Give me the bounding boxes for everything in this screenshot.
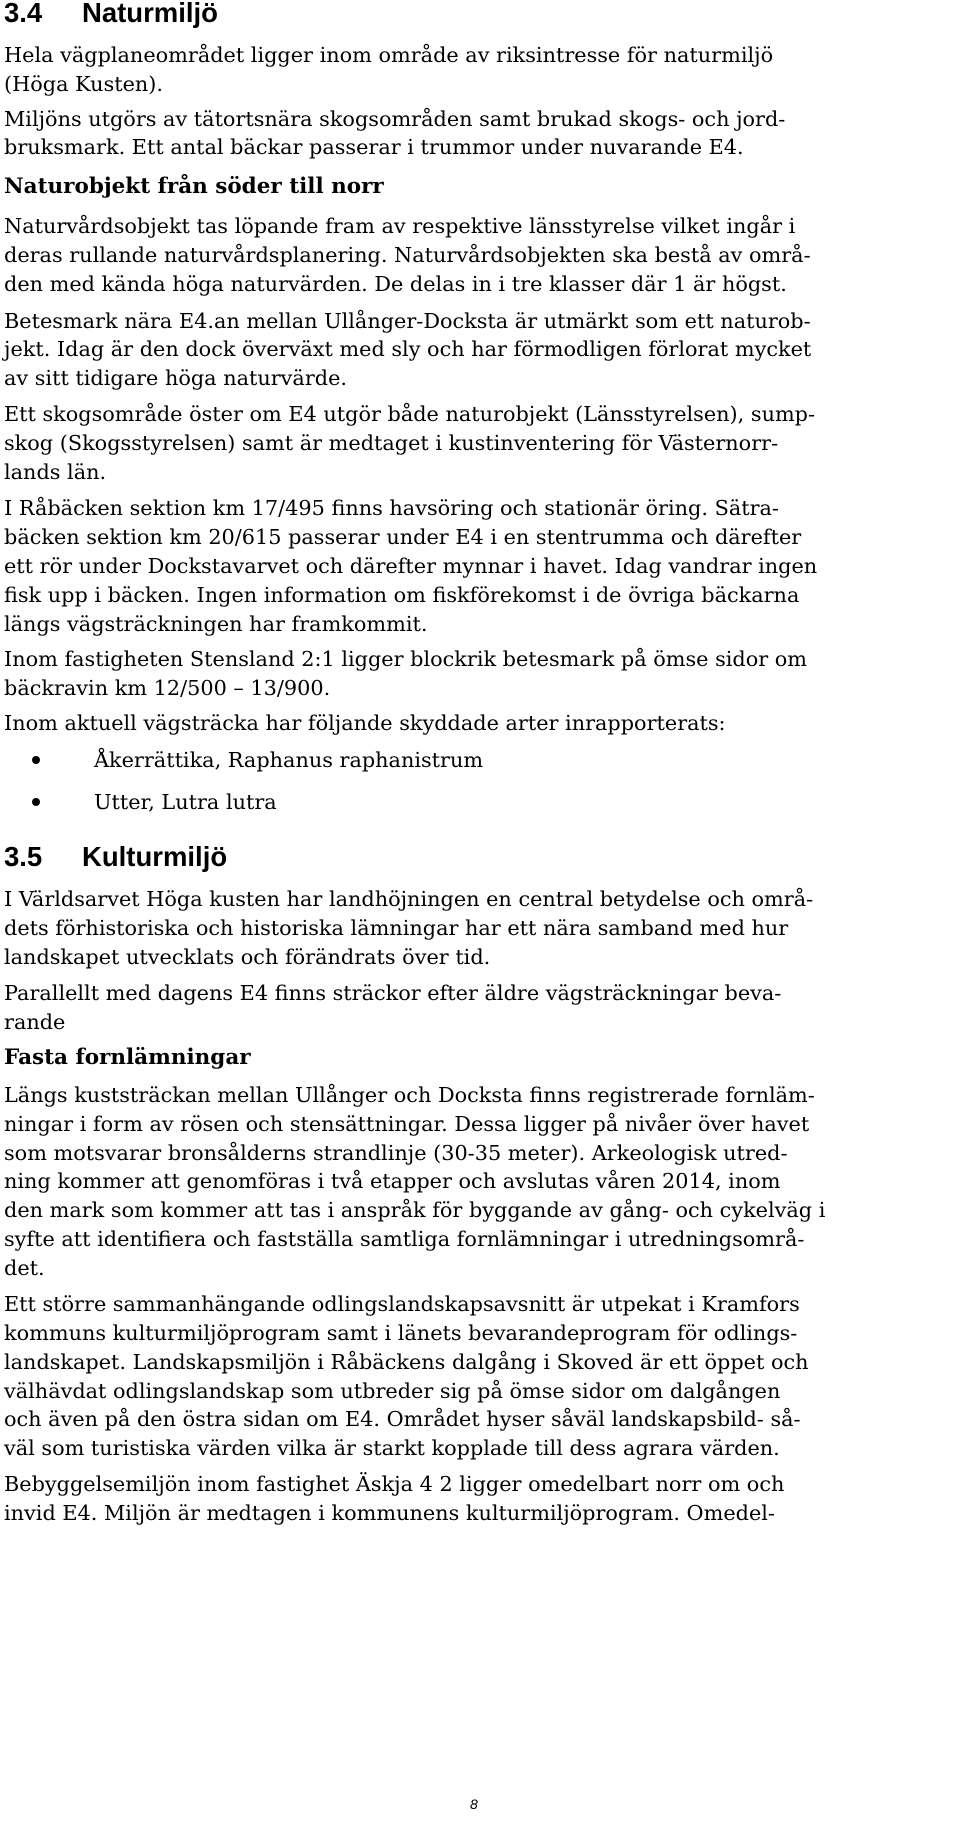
section-number: 3.5 [4,841,43,872]
bullet-icon [32,756,40,764]
paragraph-line: kommuns kulturmiljöprogram samt i länets bevarandeprogram för odlings- [4,1321,798,1345]
paragraph-line: jekt. Idag är den dock överväxt med sly och har förmodligen förlorat mycket [4,337,812,361]
paragraph-line: ningar i form av rösen och stensättningar. Dessa ligger på nivåer över havet [4,1112,810,1136]
paragraph-line: Hela vägplaneområdet ligger inom område av riksintresse för naturmiljö [4,43,774,67]
bullet-icon [32,798,40,806]
species-list-item: Utter, Lutra lutra [94,790,277,814]
paragraph-line: bäckravin km 12/500 – 13/900. [4,676,331,700]
paragraph-line: det. [4,1256,45,1280]
paragraph-line: och även på den östra sidan om E4. Området hyser såväl landskapsbild- så- [4,1407,801,1431]
paragraph-line: Ett skogsområde öster om E4 utgör både naturobjekt (Länsstyrelsen), sump- [4,402,816,426]
paragraph-line: Inom aktuell vägsträcka har följande skyddade arter inrapporterats: [4,711,726,735]
paragraph-line: av sitt tidigare höga naturvärde. [4,366,347,390]
section-title: Naturmiljö [82,0,218,28]
section-title: Kulturmiljö [82,841,228,872]
paragraph-line: fisk upp i bäcken. Ingen information om fiskförekomst i de övriga bäckarna [4,583,800,607]
paragraph-line: som motsvarar bronsålderns strandlinje (30-35 meter). Arkeologisk utred- [4,1141,788,1165]
paragraph-line: lands län. [4,460,107,484]
subheading-fasta-fornlamningar: Fasta fornlämningar [4,1045,251,1070]
section-number: 3.4 [4,0,43,28]
paragraph-line: syfte att identifiera och fastställa samtliga fornlämningar i utredningsområ- [4,1227,805,1251]
paragraph-line: invid E4. Miljön är medtagen i kommunens kulturmiljöprogram. Omedel- [4,1501,775,1525]
paragraph-line: Ett större sammanhängande odlingslandskapsavsnitt är utpekat i Kramfors [4,1292,800,1316]
paragraph-line: Parallellt med dagens E4 finns sträckor efter äldre vägsträckningar beva- [4,981,782,1005]
paragraph-line: Bebyggelsemiljön inom fastighet Äskja 4 2 ligger omedelbart norr om och [4,1472,785,1496]
paragraph-line: I Råbäcken sektion km 17/495 finns havsöring och stationär öring. Sätra- [4,496,779,520]
paragraph-line: bruksmark. Ett antal bäckar passerar i trummor under nuvarande E4. [4,135,744,159]
section-heading-3-4 [4,0,218,28]
species-list-item: Åkerrättika, Raphanus raphanistrum [94,748,484,772]
paragraph-line: deras rullande naturvårdsplanering. Naturvårdsobjekten ska bestå av områ- [4,243,811,267]
section-heading-3-5 [4,842,227,872]
paragraph-line: välhävdat odlingslandskap som utbreder sig på ömse sidor om dalgången [4,1379,781,1403]
paragraph-line: bäcken sektion km 20/615 passerar under E4 i en stentrumma och därefter [4,525,802,549]
paragraph-line: landskapet utvecklats och förändrats över tid. [4,945,491,969]
paragraph-line: Naturvårdsobjekt tas löpande fram av respektive länsstyrelse vilket ingår i [4,214,796,238]
paragraph-line: den med kända höga naturvärden. De delas in i tre klasser där 1 är högst. [4,272,787,296]
paragraph-line: den mark som kommer att tas i anspråk för byggande av gång- och cykelväg i [4,1198,826,1222]
paragraph-line: skog (Skogsstyrelsen) samt är medtaget i kustinventering för Västernorr- [4,431,779,455]
page-number: 8 [470,1796,478,1812]
paragraph-line: Miljöns utgörs av tätortsnära skogsområden samt brukad skogs- och jord- [4,107,786,131]
subheading-naturobjekt: Naturobjekt från söder till norr [4,174,384,199]
paragraph-line: väl som turistiska värden vilka är starkt kopplade till dess agrara värden. [4,1436,780,1460]
paragraph-line: (Höga Kusten). [4,72,164,96]
paragraph-line: landskapet. Landskapsmiljön i Råbäckens dalgång i Skoved är ett öppet och [4,1350,809,1374]
paragraph-line: Inom fastigheten Stensland 2:1 ligger blockrik betesmark på ömse sidor om [4,647,808,671]
paragraph-line: I Världsarvet Höga kusten har landhöjningen en central betydelse och områ- [4,887,814,911]
paragraph-line: rande [4,1010,66,1034]
paragraph-line: ning kommer att genomföras i två etapper och avslutas våren 2014, inom [4,1169,781,1193]
paragraph-line: dets förhistoriska och historiska lämningar har ett nära samband med hur [4,916,789,940]
paragraph-line: längs vägsträckningen har framkommit. [4,612,428,636]
paragraph-line: Betesmark nära E4.an mellan Ullånger-Docksta är utmärkt som ett naturob- [4,309,811,333]
paragraph-line: ett rör under Dockstavarvet och därefter mynnar i havet. Idag vandrar ingen [4,554,818,578]
paragraph-line: Längs kuststräckan mellan Ullånger och Docksta finns registrerade fornläm- [4,1083,815,1107]
